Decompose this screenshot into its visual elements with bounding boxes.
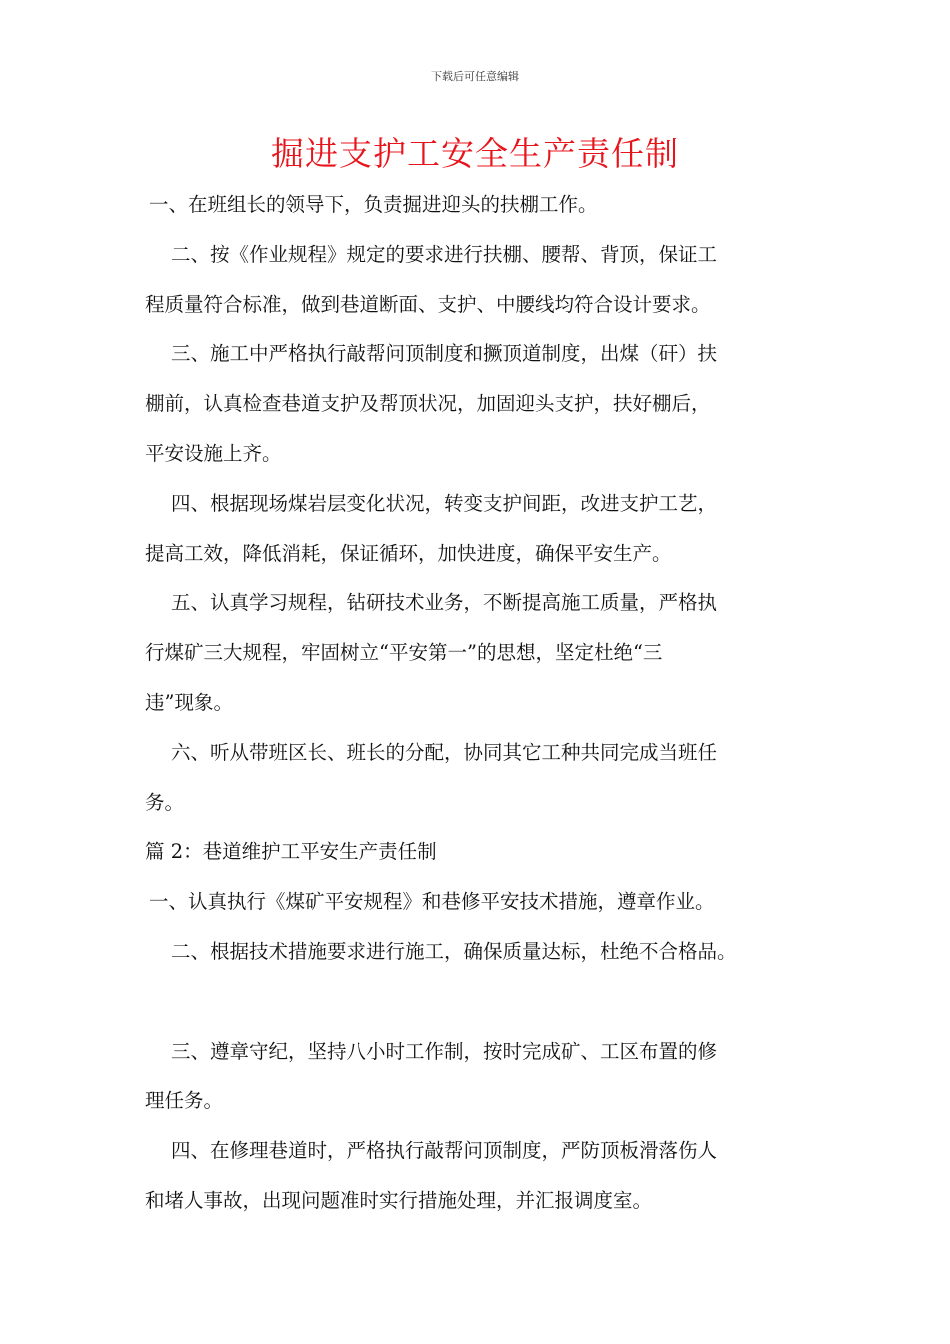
paragraph-line: 三、施工中严格执行敲帮问顶制度和撅顶道制度，出煤（矸）扶 (171, 342, 718, 366)
paragraph-line: 一、在班组长的领导下，负责掘进迎头的扶棚工作。 (149, 193, 598, 216)
paragraph-line: 理任务。 (145, 1089, 224, 1113)
paragraph-line: 六、听从带班区长、班长的分配，协同其它工种共同完成当班任 (171, 740, 718, 764)
document-title: 掘进支护工安全生产责任制 (271, 134, 679, 173)
paragraph-line: 行煤矿三大规程，牢固树立“平安第一”的思想，坚定杜绝“三 (145, 641, 663, 665)
paragraph-line: 提高工效，降低消耗，保证循环，加快进度，确保平安生产。 (145, 541, 672, 565)
paragraph-line: 五、认真学习规程，钻研技术业务，不断提高施工质量，严格执 (171, 591, 718, 615)
paragraph-line: 一、认真执行《煤矿平安规程》和巷修平安技术措施，遵章作业。 (149, 890, 715, 914)
blank-line (145, 977, 825, 1027)
paragraph-line: 务。 (145, 790, 185, 814)
document-body (145, 180, 825, 1226)
header-note: 下载后可任意编辑 (431, 70, 519, 83)
paragraph-line: 二、根据技术措施要求进行施工，确保质量达标，杜绝不合格品。 (171, 939, 737, 963)
paragraph-line: 平安设施上齐。 (145, 441, 282, 465)
paragraph-line: 程质量符合标准，做到巷道断面、支护、中腰线均符合设计要求。 (145, 292, 711, 316)
paragraph-line: 三、遵章守纪，坚持八小时工作制，按时完成矿、工区布置的修 (171, 1039, 718, 1063)
paragraph-line: 和堵人事故，出现问题准时实行措施处理，并汇报调度室。 (145, 1188, 653, 1212)
paragraph-line: 四、在修理巷道时，严格执行敲帮问顶制度，严防顶板滑落伤人 (171, 1139, 718, 1163)
paragraph-line: 违”现象。 (145, 690, 233, 714)
paragraph-line: 二、按《作业规程》规定的要求进行扶棚、腰帮、背顶，保证工 (171, 242, 718, 266)
paragraph-line: 棚前，认真检查巷道支护及帮顶状况，加固迎头支护，扶好棚后， (145, 392, 711, 416)
section-heading: 篇 2：巷道维护工平安生产责任制 (145, 840, 437, 864)
paragraph-line: 四、根据现场煤岩层变化状况，转变支护间距，改进支护工艺， (171, 491, 718, 515)
